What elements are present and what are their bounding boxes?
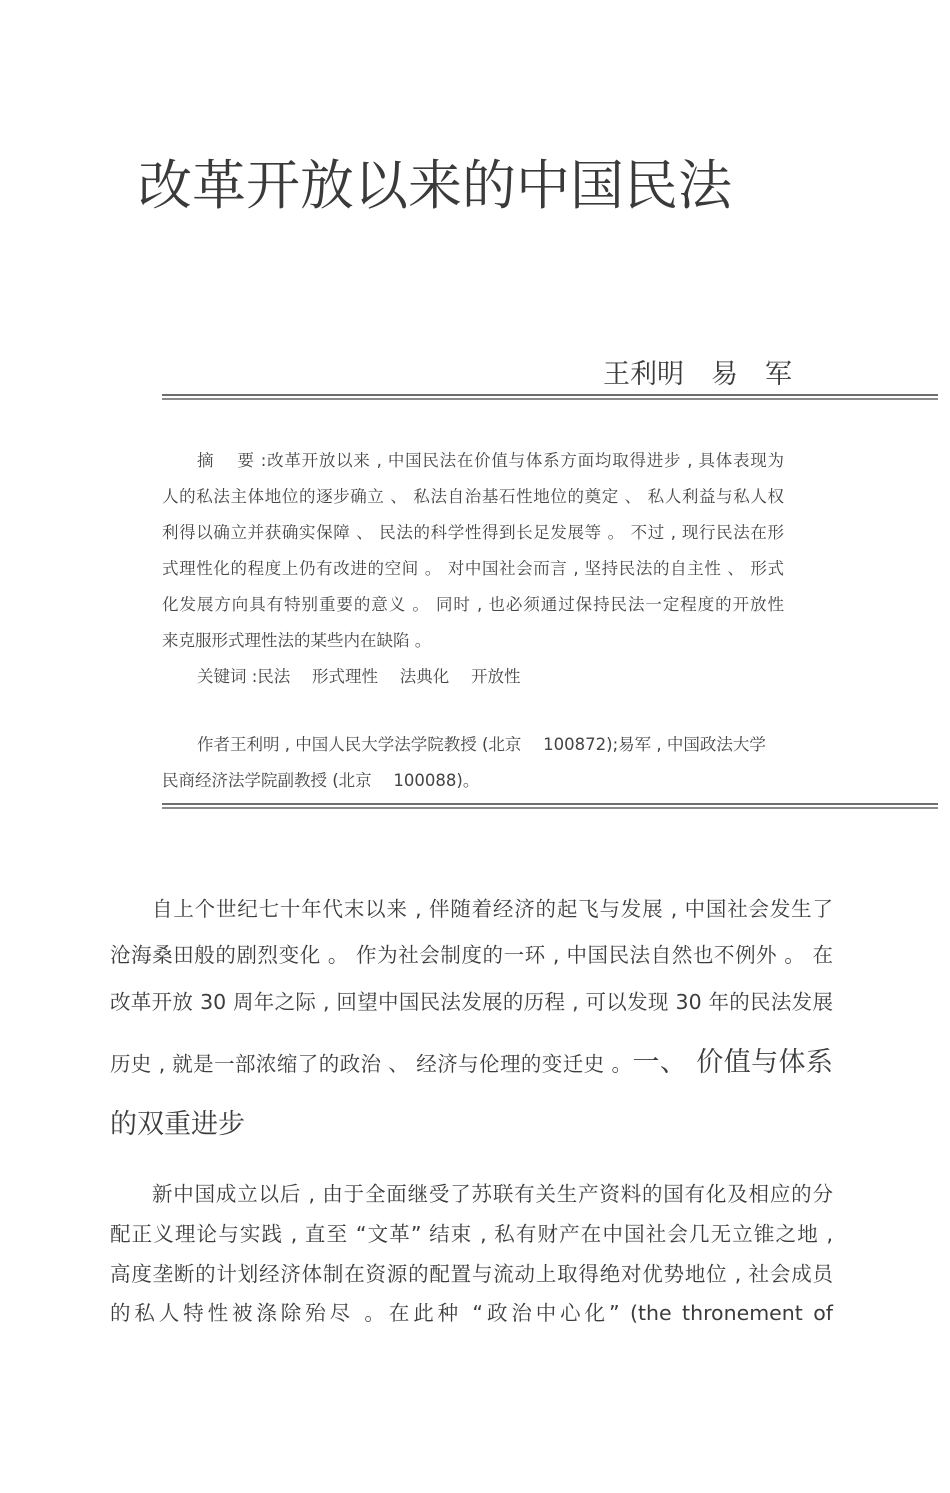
body-line: 高度垄断的计划经济体制在资源的配置与流动上取得绝对优势地位 , 社会成员 (110, 1262, 833, 1286)
author-note-line: 民商经济法学院副教授 (北京 100088)。 (162, 771, 480, 790)
divider-line-top (162, 394, 938, 396)
body-line: 的私人特性被涤除殆尽 。在此种 “政治中心化” (the thronement of (110, 1301, 833, 1325)
body-line: 沧海桑田般的剧烈变化 。 作为社会制度的一环 , 中国民法自然也不例外 。 在 (110, 943, 833, 967)
abstract-block (162, 443, 784, 659)
header-divider (162, 394, 938, 400)
abstract-line: 利得以确立并获确实保障 、 民法的科学性得到长足发展等 。 不过 , 现行民法在形 (162, 523, 784, 542)
abstract-line: 来克服形式理性法的某些内在缺陷 。 (162, 631, 432, 650)
divider-line-top (162, 803, 938, 805)
body-line: 自上个世纪七十年代末以来 , 伴随着经济的起飞与发展 , 中国社会发生了 (152, 897, 833, 921)
section-heading: 一、 价值与体系 (632, 1047, 833, 1078)
body-line: 改革开放 30 周年之际 , 回望中国民法发展的历程 , 可以发现 30 年的民法发展 (110, 990, 833, 1014)
divider-line-bottom (162, 807, 938, 809)
author-note (162, 727, 784, 799)
abstract-line: 化发展方向具有特别重要的意义 。 同时 , 也必须通过保持民法一定程度的开放性 (162, 595, 784, 614)
article-authors: 王利明 易 军 (603, 359, 792, 390)
body-line-text: 历史 , 就是一部浓缩了的政治 、 经济与伦理的变迁史 。 (110, 1052, 633, 1076)
body-line: 配正义理论与实践 , 直至 “文革” 结束 , 私有财产在中国社会几无立锥之地 , (110, 1222, 833, 1246)
body-line-with-heading (110, 1043, 833, 1084)
section-heading-continued: 的双重进步 (110, 1109, 245, 1140)
body-line: 新中国成立以后 , 由于全面继受了苏联有关生产资料的国有化及相应的分 (152, 1182, 833, 1206)
abstract-divider (162, 803, 938, 809)
author-note-line: 作者王利明 , 中国人民大学法学院教授 (北京 100872);易军 , 中国政法大学 (197, 735, 766, 754)
abstract-line: 摘 要 :改革开放以来 , 中国民法在价值与体系方面均取得进步 , 具体表现为 (197, 451, 784, 470)
keywords-line: 关键词 :民法 形式理性 法典化 开放性 (197, 667, 521, 686)
abstract-line: 人的私法主体地位的逐步确立 、 私法自治基石性地位的奠定 、 私人利益与私人权 (162, 487, 784, 506)
divider-line-bottom (162, 398, 938, 400)
article-title: 改革开放以来的中国民法 (138, 154, 732, 217)
abstract-line: 式理性化的程度上仍有改进的空间 。 对中国社会而言 , 坚持民法的自主性 、 形式 (162, 559, 784, 578)
